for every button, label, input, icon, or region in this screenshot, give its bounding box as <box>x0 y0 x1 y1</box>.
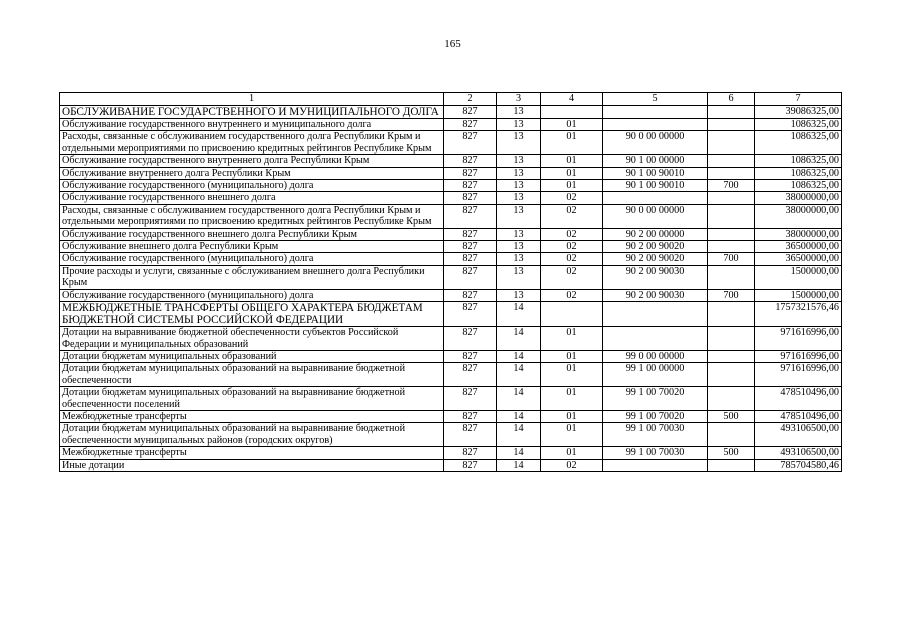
column-header: 4 <box>541 93 603 106</box>
code-admin-cell: 827 <box>444 327 497 351</box>
code-target-cell: 90 2 00 00000 <box>603 228 708 240</box>
table-row <box>60 302 842 327</box>
table-row <box>60 363 842 387</box>
table-row <box>60 131 842 155</box>
code-type-cell: 500 <box>708 410 755 422</box>
amount-cell: 1086325,00 <box>755 119 842 131</box>
code-subsection-cell: 01 <box>541 155 603 167</box>
code-admin-cell: 827 <box>444 289 497 301</box>
code-subsection-cell: 01 <box>541 327 603 351</box>
code-admin-cell: 827 <box>444 387 497 411</box>
code-type-cell <box>708 241 755 253</box>
code-target-cell: 90 1 00 90010 <box>603 180 708 192</box>
row-name-cell: Обслуживание государственного внутреннего и муниципального долга <box>60 119 444 131</box>
code-target-cell: 99 1 00 70020 <box>603 387 708 411</box>
code-type-cell <box>708 228 755 240</box>
code-section-cell: 13 <box>497 204 541 228</box>
code-target-cell: 90 2 00 90020 <box>603 253 708 265</box>
code-subsection-cell <box>541 302 603 327</box>
table-row <box>60 192 842 204</box>
row-name-cell: ОБСЛУЖИВАНИЕ ГОСУДАРСТВЕННОГО И МУНИЦИПАЛЬНОГО ДОЛГА <box>60 106 444 119</box>
amount-cell: 1086325,00 <box>755 180 842 192</box>
code-section-cell: 13 <box>497 180 541 192</box>
table-row <box>60 204 842 228</box>
column-header: 7 <box>755 93 842 106</box>
code-subsection-cell: 02 <box>541 204 603 228</box>
table-row <box>60 350 842 362</box>
code-admin-cell: 827 <box>444 155 497 167</box>
code-admin-cell: 827 <box>444 167 497 179</box>
code-subsection-cell: 01 <box>541 387 603 411</box>
code-type-cell <box>708 387 755 411</box>
code-type-cell: 700 <box>708 289 755 301</box>
code-admin-cell: 827 <box>444 265 497 289</box>
row-name-cell: Обслуживание государственного (муниципального) долга <box>60 253 444 265</box>
code-target-cell: 99 1 00 70020 <box>603 410 708 422</box>
code-admin-cell: 827 <box>444 228 497 240</box>
row-name-cell: Обслуживание государственного внутреннего долга Республики Крым <box>60 155 444 167</box>
code-section-cell: 13 <box>497 155 541 167</box>
code-type-cell <box>708 106 755 119</box>
code-subsection-cell: 01 <box>541 131 603 155</box>
table-row <box>60 241 842 253</box>
amount-cell: 36500000,00 <box>755 241 842 253</box>
table-row <box>60 459 842 471</box>
code-subsection-cell: 01 <box>541 180 603 192</box>
code-subsection-cell: 01 <box>541 350 603 362</box>
code-admin-cell: 827 <box>444 131 497 155</box>
code-type-cell <box>708 265 755 289</box>
code-target-cell <box>603 119 708 131</box>
code-section-cell: 13 <box>497 265 541 289</box>
table-row <box>60 447 842 459</box>
code-type-cell <box>708 131 755 155</box>
table-row <box>60 423 842 447</box>
row-name-cell: Дотации бюджетам муниципальных образований на выравнивание бюджетной обеспеченности муниципальных районов (городских округов) <box>60 423 444 447</box>
code-target-cell: 90 1 00 00000 <box>603 155 708 167</box>
code-target-cell: 90 2 00 90030 <box>603 265 708 289</box>
code-section-cell: 13 <box>497 106 541 119</box>
row-name-cell: Обслуживание государственного внешнего долга <box>60 192 444 204</box>
row-name-cell: Иные дотации <box>60 459 444 471</box>
code-type-cell <box>708 423 755 447</box>
code-type-cell <box>708 204 755 228</box>
column-header: 5 <box>603 93 708 106</box>
code-section-cell: 13 <box>497 253 541 265</box>
amount-cell: 38000000,00 <box>755 204 842 228</box>
code-section-cell: 13 <box>497 289 541 301</box>
code-target-cell: 90 2 00 90030 <box>603 289 708 301</box>
code-section-cell: 14 <box>497 363 541 387</box>
amount-cell: 1086325,00 <box>755 167 842 179</box>
code-subsection-cell: 01 <box>541 447 603 459</box>
amount-cell: 478510496,00 <box>755 387 842 411</box>
code-admin-cell: 827 <box>444 106 497 119</box>
code-target-cell: 90 0 00 00000 <box>603 204 708 228</box>
table-row <box>60 228 842 240</box>
code-subsection-cell: 02 <box>541 459 603 471</box>
table-row <box>60 387 842 411</box>
code-target-cell: 99 1 00 70030 <box>603 423 708 447</box>
code-section-cell: 13 <box>497 228 541 240</box>
code-subsection-cell: 01 <box>541 423 603 447</box>
code-subsection-cell: 02 <box>541 265 603 289</box>
code-type-cell <box>708 350 755 362</box>
code-target-cell <box>603 192 708 204</box>
code-subsection-cell: 01 <box>541 410 603 422</box>
header-row <box>60 93 842 106</box>
code-type-cell <box>708 327 755 351</box>
row-name-cell: Дотации бюджетам муниципальных образований на выравнивание бюджетной обеспеченности поселений <box>60 387 444 411</box>
row-name-cell: МЕЖБЮДЖЕТНЫЕ ТРАНСФЕРТЫ ОБЩЕГО ХАРАКТЕРА БЮДЖЕТАМ БЮДЖЕТНОЙ СИСТЕМЫ РОССИЙСКОЙ ФЕДЕРАЦИИ <box>60 302 444 327</box>
code-admin-cell: 827 <box>444 459 497 471</box>
code-subsection-cell: 02 <box>541 228 603 240</box>
code-admin-cell: 827 <box>444 410 497 422</box>
column-header: 3 <box>497 93 541 106</box>
amount-cell: 1086325,00 <box>755 131 842 155</box>
table-row <box>60 106 842 119</box>
amount-cell: 39086325,00 <box>755 106 842 119</box>
code-section-cell: 13 <box>497 167 541 179</box>
row-name-cell: Расходы, связанные с обслуживанием государственного долга Республики Крым и отдельными мероприятиями по присвоению кредитных рейтингов Республике Крым <box>60 204 444 228</box>
code-subsection-cell: 02 <box>541 192 603 204</box>
row-name-cell: Дотации на выравнивание бюджетной обеспеченности субъектов Российской Федерации и муниципальных образований <box>60 327 444 351</box>
code-type-cell <box>708 119 755 131</box>
table-row <box>60 167 842 179</box>
code-target-cell: 90 1 00 90010 <box>603 167 708 179</box>
column-header: 2 <box>444 93 497 106</box>
table-row <box>60 327 842 351</box>
code-target-cell <box>603 302 708 327</box>
code-admin-cell: 827 <box>444 253 497 265</box>
table-body <box>60 106 842 472</box>
code-subsection-cell: 02 <box>541 253 603 265</box>
code-admin-cell: 827 <box>444 119 497 131</box>
amount-cell: 38000000,00 <box>755 192 842 204</box>
code-admin-cell: 827 <box>444 204 497 228</box>
code-section-cell: 13 <box>497 131 541 155</box>
code-subsection-cell: 01 <box>541 119 603 131</box>
table-row <box>60 155 842 167</box>
budget-table <box>59 92 842 472</box>
table-row <box>60 410 842 422</box>
code-type-cell <box>708 363 755 387</box>
code-target-cell <box>603 327 708 351</box>
row-name-cell: Дотации бюджетам муниципальных образований <box>60 350 444 362</box>
code-type-cell <box>708 192 755 204</box>
row-name-cell: Обслуживание внешнего долга Республики Крым <box>60 241 444 253</box>
row-name-cell: Обслуживание внутреннего долга Республики Крым <box>60 167 444 179</box>
row-name-cell: Дотации бюджетам муниципальных образований на выравнивание бюджетной обеспеченности <box>60 363 444 387</box>
amount-cell: 971616996,00 <box>755 327 842 351</box>
table-row <box>60 119 842 131</box>
row-name-cell: Расходы, связанные с обслуживанием государственного долга Республики Крым и отдельными мероприятиями по присвоению кредитных рейтингов Республике Крым <box>60 131 444 155</box>
code-admin-cell: 827 <box>444 363 497 387</box>
table-row <box>60 289 842 301</box>
code-section-cell: 14 <box>497 459 541 471</box>
code-section-cell: 14 <box>497 302 541 327</box>
table-row <box>60 180 842 192</box>
amount-cell: 1500000,00 <box>755 289 842 301</box>
table-row <box>60 265 842 289</box>
row-name-cell: Межбюджетные трансферты <box>60 410 444 422</box>
code-admin-cell: 827 <box>444 180 497 192</box>
code-target-cell: 90 0 00 00000 <box>603 131 708 155</box>
code-subsection-cell: 02 <box>541 289 603 301</box>
code-section-cell: 14 <box>497 387 541 411</box>
row-name-cell: Прочие расходы и услуги, связанные с обслуживанием внешнего долга Республики Крым <box>60 265 444 289</box>
code-admin-cell: 827 <box>444 302 497 327</box>
column-header: 6 <box>708 93 755 106</box>
code-section-cell: 13 <box>497 119 541 131</box>
code-section-cell: 13 <box>497 241 541 253</box>
code-type-cell <box>708 459 755 471</box>
amount-cell: 1757321576,46 <box>755 302 842 327</box>
amount-cell: 478510496,00 <box>755 410 842 422</box>
amount-cell: 493106500,00 <box>755 423 842 447</box>
amount-cell: 493106500,00 <box>755 447 842 459</box>
code-target-cell <box>603 459 708 471</box>
amount-cell: 38000000,00 <box>755 228 842 240</box>
code-type-cell <box>708 302 755 327</box>
amount-cell: 1500000,00 <box>755 265 842 289</box>
amount-cell: 971616996,00 <box>755 350 842 362</box>
code-section-cell: 14 <box>497 447 541 459</box>
code-section-cell: 14 <box>497 350 541 362</box>
code-admin-cell: 827 <box>444 241 497 253</box>
code-subsection-cell <box>541 106 603 119</box>
code-type-cell: 700 <box>708 253 755 265</box>
row-name-cell: Обслуживание государственного (муниципального) долга <box>60 289 444 301</box>
code-type-cell <box>708 155 755 167</box>
code-section-cell: 14 <box>497 327 541 351</box>
code-subsection-cell: 02 <box>541 241 603 253</box>
code-admin-cell: 827 <box>444 350 497 362</box>
row-name-cell: Обслуживание государственного (муниципального) долга <box>60 180 444 192</box>
code-subsection-cell: 01 <box>541 167 603 179</box>
amount-cell: 36500000,00 <box>755 253 842 265</box>
code-section-cell: 13 <box>497 192 541 204</box>
code-target-cell: 99 0 00 00000 <box>603 350 708 362</box>
page-number: 165 <box>444 38 461 50</box>
amount-cell: 971616996,00 <box>755 363 842 387</box>
code-target-cell: 99 1 00 00000 <box>603 363 708 387</box>
code-type-cell <box>708 167 755 179</box>
table-row <box>60 253 842 265</box>
code-section-cell: 14 <box>497 423 541 447</box>
code-type-cell: 500 <box>708 447 755 459</box>
column-header: 1 <box>60 93 444 106</box>
code-section-cell: 14 <box>497 410 541 422</box>
row-name-cell: Обслуживание государственного внешнего долга Республики Крым <box>60 228 444 240</box>
code-subsection-cell: 01 <box>541 363 603 387</box>
code-target-cell: 90 2 00 90020 <box>603 241 708 253</box>
amount-cell: 1086325,00 <box>755 155 842 167</box>
code-admin-cell: 827 <box>444 192 497 204</box>
code-target-cell: 99 1 00 70030 <box>603 447 708 459</box>
amount-cell: 785704580,46 <box>755 459 842 471</box>
code-admin-cell: 827 <box>444 447 497 459</box>
code-admin-cell: 827 <box>444 423 497 447</box>
code-target-cell <box>603 106 708 119</box>
code-type-cell: 700 <box>708 180 755 192</box>
row-name-cell: Межбюджетные трансферты <box>60 447 444 459</box>
